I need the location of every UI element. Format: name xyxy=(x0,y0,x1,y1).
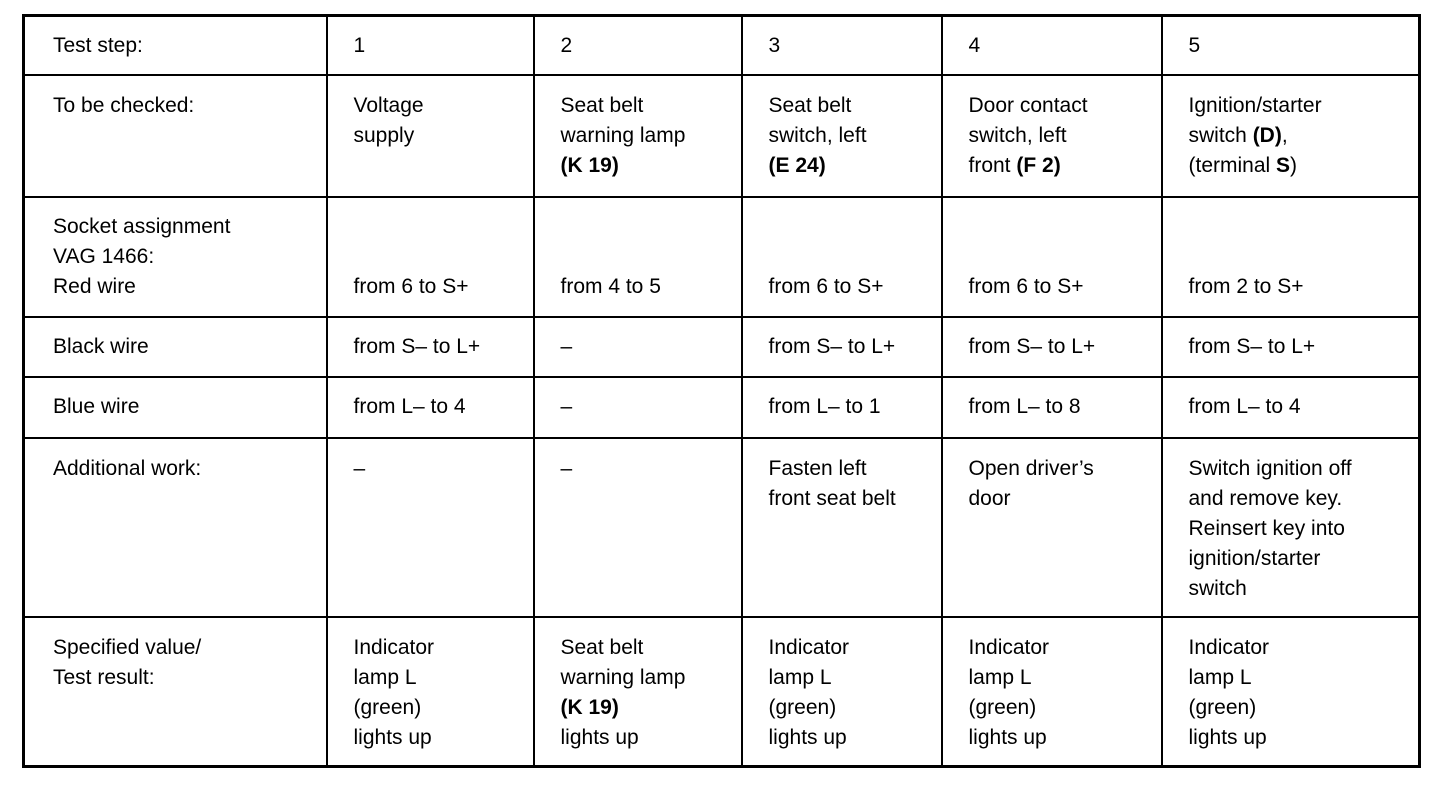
cell-text: , (terminal xyxy=(1188,123,1288,177)
component-code: (E 24) xyxy=(768,153,826,177)
cell-text: ) xyxy=(1290,153,1298,177)
row-label-specified-value xyxy=(24,617,327,767)
blue-wire-value: from L– to 8 xyxy=(942,377,1162,438)
test-step-number: 4 xyxy=(942,16,1162,75)
cell-text: Door contact switch, left front xyxy=(968,93,1088,177)
test-step-number: 1 xyxy=(327,16,534,75)
red-wire-value: from 2 to S+ xyxy=(1188,274,1304,298)
table-row-socket-assignment xyxy=(24,197,1420,317)
red-wire-value: from 6 to S+ xyxy=(968,274,1084,298)
table-cell xyxy=(942,197,1162,317)
test-step-number: 3 xyxy=(742,16,942,75)
additional-work-value: – xyxy=(560,456,573,480)
row-label-black-wire: Black wire xyxy=(24,317,327,377)
cell-text: Voltage supply xyxy=(353,93,424,147)
blue-wire-value: from L– to 1 xyxy=(742,377,942,438)
row-label-to-be-checked: To be checked: xyxy=(24,75,327,197)
label-text: Socket assignment VAG 1466: Red wire xyxy=(53,214,231,298)
table-cell xyxy=(1162,75,1420,197)
table-cell xyxy=(327,617,534,767)
table-cell xyxy=(534,617,742,767)
red-wire-value: from 6 to S+ xyxy=(768,274,884,298)
component-code: (D) xyxy=(1252,123,1282,147)
cell-text: Seat belt switch, left xyxy=(768,93,867,147)
table-row-to-be-checked xyxy=(24,75,1420,197)
table-cell xyxy=(1162,438,1420,617)
row-label-blue-wire: Blue wire xyxy=(24,377,327,438)
table-cell xyxy=(534,197,742,317)
table-cell xyxy=(534,75,742,197)
blue-wire-value: from L– to 4 xyxy=(327,377,534,438)
table-cell xyxy=(942,75,1162,197)
specified-value: Seat belt warning lamp xyxy=(560,635,686,689)
cell-text: Seat belt warning lamp xyxy=(560,93,686,147)
row-label-socket-assignment xyxy=(24,197,327,317)
black-wire-value: from S– to L+ xyxy=(1162,317,1420,377)
table-row-additional-work xyxy=(24,438,1420,617)
test-step-number: 2 xyxy=(534,16,742,75)
test-step-number: 5 xyxy=(1162,16,1420,75)
row-label-test-step: Test step: xyxy=(24,16,327,75)
wiring-test-table xyxy=(22,14,1421,768)
black-wire-value: – xyxy=(534,317,742,377)
additional-work-value: Open driver’s door xyxy=(968,456,1094,510)
specified-value: Indicator lamp L (green) lights up xyxy=(353,635,435,749)
table-cell xyxy=(742,197,942,317)
table-cell xyxy=(742,617,942,767)
table-cell xyxy=(327,438,534,617)
table-row-blue-wire xyxy=(24,377,1420,438)
label-text: Specified value/ Test result: xyxy=(53,635,202,689)
additional-work-value: Switch ignition off and remove key. Reinsert key into ignition/starter switch xyxy=(1188,456,1352,600)
table-cell xyxy=(327,75,534,197)
black-wire-value: from S– to L+ xyxy=(327,317,534,377)
specified-value: Indicator lamp L (green) lights up xyxy=(1188,635,1270,749)
specified-value: Indicator lamp L (green) lights up xyxy=(768,635,850,749)
row-label-additional-work: Additional work: xyxy=(24,438,327,617)
component-code: (K 19) xyxy=(560,695,619,719)
additional-work-value: Fasten left front seat belt xyxy=(768,456,896,510)
black-wire-value: from S– to L+ xyxy=(942,317,1162,377)
table-row-specified-value xyxy=(24,617,1420,767)
red-wire-value: from 4 to 5 xyxy=(560,274,661,298)
component-code: (K 19) xyxy=(560,153,619,177)
blue-wire-value: from L– to 4 xyxy=(1162,377,1420,438)
table-cell xyxy=(1162,617,1420,767)
red-wire-value: from 6 to S+ xyxy=(353,274,469,298)
blue-wire-value: – xyxy=(534,377,742,438)
table-cell xyxy=(1162,197,1420,317)
cell-text: Ignition/starter switch xyxy=(1188,93,1322,147)
component-code: (F 2) xyxy=(1016,153,1061,177)
specified-value: lights up xyxy=(560,725,639,749)
table-cell xyxy=(534,438,742,617)
table-cell xyxy=(742,438,942,617)
table-cell xyxy=(327,197,534,317)
table-cell xyxy=(742,75,942,197)
black-wire-value: from S– to L+ xyxy=(742,317,942,377)
table-cell xyxy=(942,438,1162,617)
specified-value: Indicator lamp L (green) lights up xyxy=(968,635,1050,749)
table-cell xyxy=(942,617,1162,767)
table-row-test-step xyxy=(24,16,1420,75)
additional-work-value: – xyxy=(353,456,366,480)
table-row-black-wire xyxy=(24,317,1420,377)
terminal-code: S xyxy=(1276,153,1291,177)
